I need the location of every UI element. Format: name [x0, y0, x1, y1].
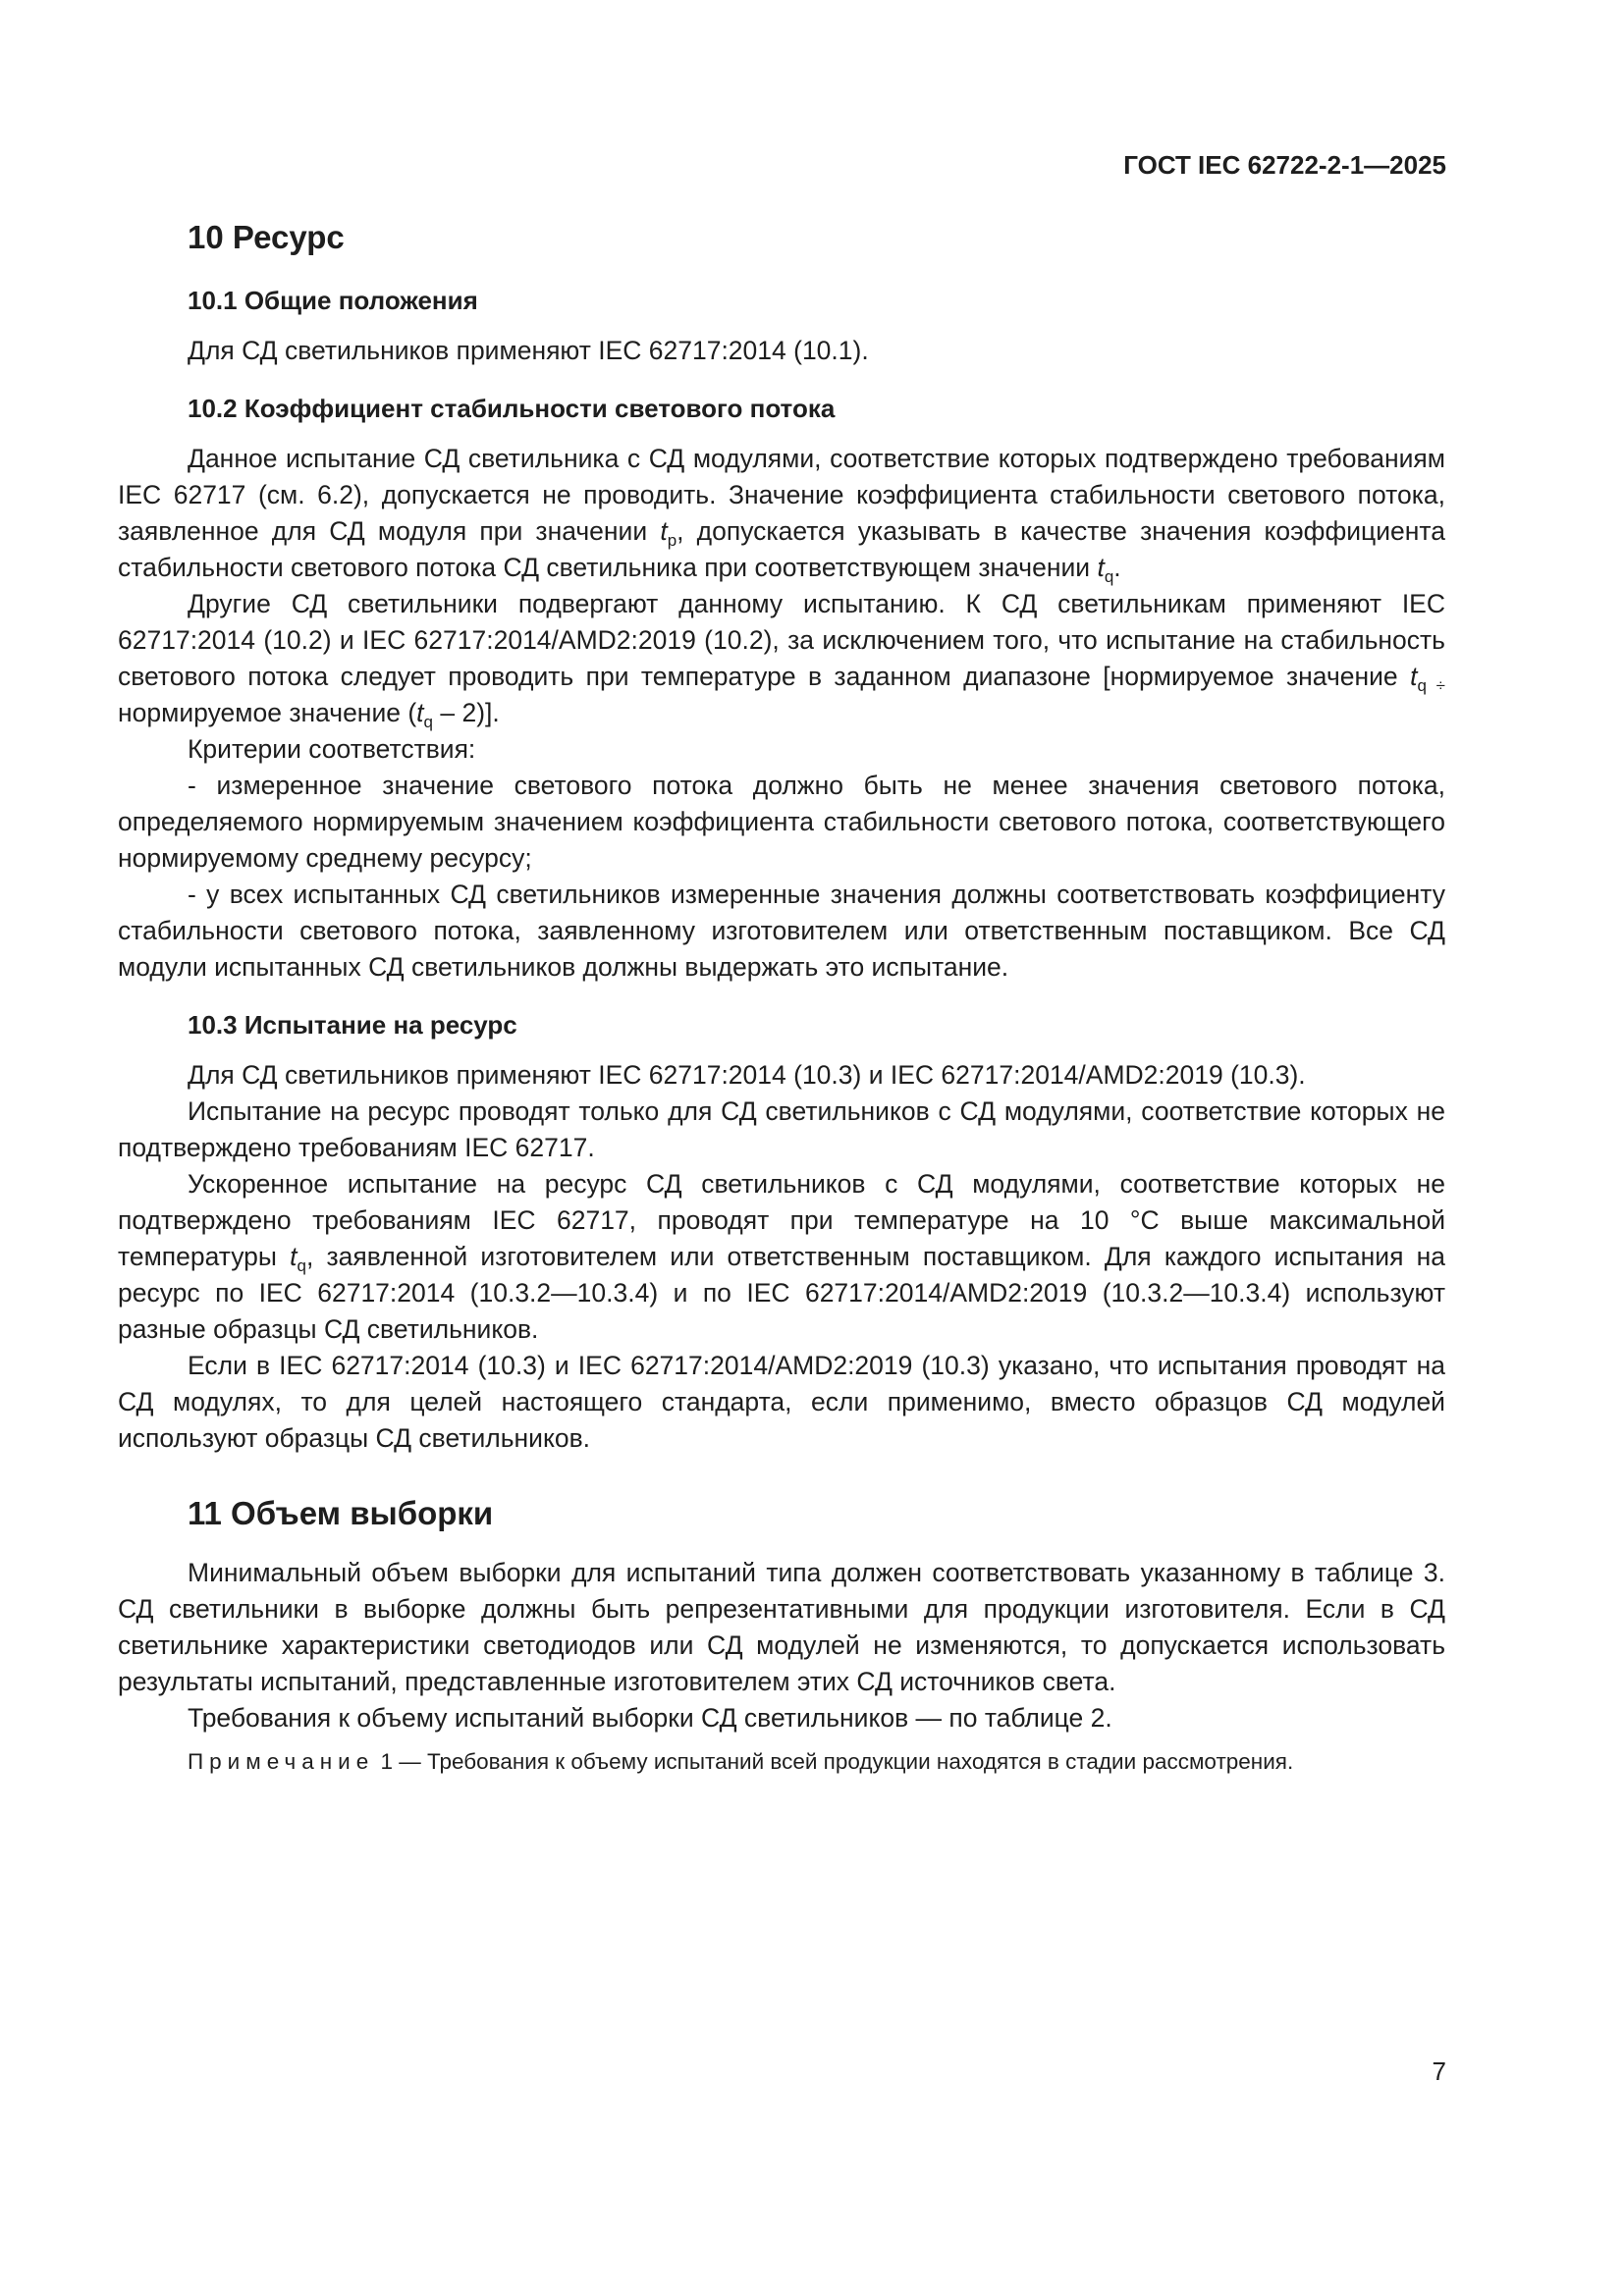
text-run: нормируемое значение (: [118, 698, 417, 727]
symbol-t: t: [416, 698, 424, 727]
symbol-t: t: [290, 1242, 298, 1271]
section-10-2-paragraph-3: Критерии соответствия:: [188, 734, 476, 764]
text-run: Данное испытание СД светильника с СД модулями, соответствие которых подтверждено требованиям IEC 62717 (см. 6.2), допускается не проводить. Значение коэффициента стабильности светового потока, заявленное для СД модуля при значении: [118, 444, 1445, 546]
subscript-q-div: q ÷: [1417, 676, 1445, 695]
section-10-1-paragraph: Для СД светильников применяют IEC 62717:2014 (10.1).: [188, 336, 869, 365]
page-content: [118, 216, 1445, 1778]
section-10-3-title: 10.3 Испытание на ресурс: [188, 1010, 517, 1040]
section-10-3-paragraph-4: Если в IEC 62717:2014 (10.3) и IEC 62717:2014/AMD2:2019 (10.3) указано, что испытания проводят на СД модулях, то для целей настоящего стандарта, если применимо, вместо образцов СД модулей используют образцы СД светильников.: [118, 1351, 1445, 1453]
section-10-2-title: 10.2 Коэффициент стабильности светового потока: [188, 394, 836, 423]
text-run: .: [1113, 553, 1121, 582]
text-run: , заявленной изготовителем или ответственным поставщиком. Для каждого испытания на ресурс по IEC 62717:2014 (10.3.2—10.3.4) и по IEC 62717:2014/AMD2:2019 (10.3.2—10.3.4) используют разные образцы СД светильников.: [118, 1242, 1445, 1344]
section-11-paragraph-1: Минимальный объем выборки для испытаний типа должен соответствовать указанному в таблице 3. СД светильники в выборке должны быть репрезентативными для продукции изготовителя. Если в СД светильнике характеристики светодиодов или СД модулей не изменяются, то допускается использовать результаты испытаний, представленные изготовителем этих СД источников света.: [118, 1558, 1445, 1696]
section-10-2-paragraph-2: [118, 586, 1445, 731]
section-10-2-paragraph-1: [118, 441, 1445, 586]
symbol-t: t: [1410, 662, 1418, 691]
note-text: 1 — Требования к объему испытаний всей продукции находятся в стадии рассмотрения.: [374, 1749, 1294, 1774]
note-label: Примечание: [188, 1749, 375, 1774]
text-run: Другие СД светильники подвергают данному испытанию. К СД светильникам применяют IEC 62717:2014 (10.2) и IEC 62717:2014/AMD2:2019 (10.2), за исключением того, что испытание на стабильность светового потока следует проводить при температуре в заданном диапазоне [нормируемое значение: [118, 589, 1445, 691]
subscript-q: q: [1104, 567, 1114, 586]
subscript-q: q: [297, 1256, 306, 1275]
symbol-t: t: [1097, 553, 1105, 582]
section-11-paragraph-2: Требования к объему испытаний выборки СД светильников — по таблице 2.: [188, 1703, 1112, 1733]
subscript-p: p: [667, 531, 677, 550]
text-run: – 2)].: [433, 698, 500, 727]
symbol-t: t: [660, 516, 668, 546]
page-number: 7: [1432, 2056, 1446, 2086]
subscript-q: q: [423, 713, 434, 731]
section-10-2-criterion-2: - у всех испытанных СД светильников измеренные значения должны соответствовать коэффициенту стабильности светового потока, заявленному изготовителем или ответственным поставщиком. Все СД модули испытанных СД светильников должны выдержать это испытание.: [118, 880, 1445, 982]
section-10-2-criterion-1: - измеренное значение светового потока должно быть не менее значения светового потока, определяемого нормируемым значением коэффициента стабильности светового потока, соответствующего нормируемому среднему ресурсу;: [118, 771, 1445, 873]
text-run: , допускается указывать в качестве значения коэффициента стабильности светового потока СД светильника при соответствующем значении: [118, 516, 1445, 582]
section-10-3-paragraph-1: Для СД светильников применяют IEC 62717:2014 (10.3) и IEC 62717:2014/AMD2:2019 (10.3).: [188, 1060, 1306, 1090]
section-10-3-paragraph-3: [118, 1166, 1445, 1348]
document-id-header: ГОСТ IEC 62722-2-1—2025: [1123, 150, 1446, 180]
section-11-title: 11 Объем выборки: [188, 1495, 494, 1531]
section-11-note: [118, 1746, 1445, 1778]
section-10-title: 10 Ресурс: [188, 219, 345, 255]
section-10-3-paragraph-2: Испытание на ресурс проводят только для СД светильников с СД модулями, соответствие которых не подтверждено требованиям IEC 62717.: [118, 1096, 1445, 1162]
text-run: Ускоренное испытание на ресурс СД светильников с СД модулями, соответствие которых не подтверждено требованиям IEC 62717, проводят при температуре на 10 °С выше максимальной температуры: [118, 1169, 1445, 1271]
section-10-1-title: 10.1 Общие положения: [188, 286, 478, 315]
